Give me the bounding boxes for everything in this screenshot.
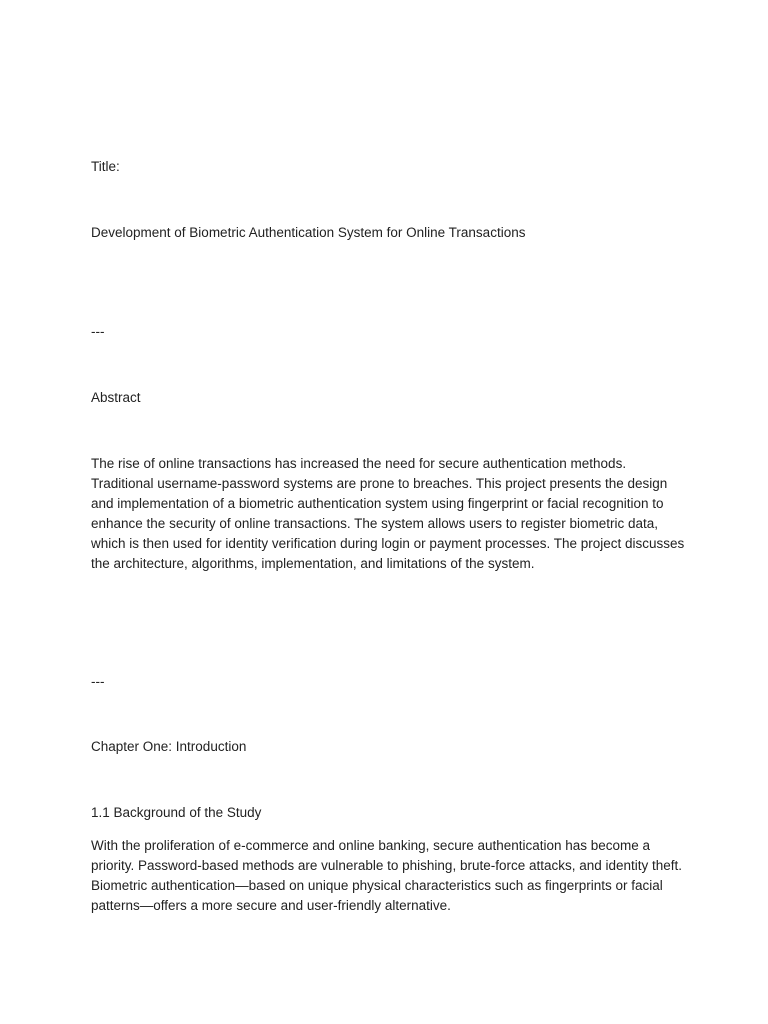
section-heading: 1.1 Background of the Study	[91, 805, 262, 820]
chapter-heading: Chapter One: Introduction	[91, 739, 247, 754]
abstract-paragraph: The rise of online transactions has increased the need for secure authentication methods. Traditional username-password systems are prone to breaches. This project presents the design and implementation of a biometric authentication system using fingerprint or facial recognition to enhance the security of online transactions. The system allows users to register biometric data, which is then used for identity verification during login or payment processes. The project discusses the architecture, algorithms, implementation, and limitations of the system.	[91, 456, 685, 571]
separator: ---	[91, 324, 105, 339]
document-title: Development of Biometric Authentication System for Online Transactions	[91, 225, 526, 240]
abstract-heading: Abstract	[91, 390, 141, 405]
separator: ---	[91, 674, 105, 689]
section-paragraph: With the proliferation of e-commerce and online banking, secure authentication has become a priority. Password-based methods are vulnerable to phishing, brute-force attacks, and identity theft. Biometric authentication—based on unique physical characteristics such as fingerprints or facial patterns—offers a more secure and user-friendly alternative.	[91, 838, 683, 913]
title-label: Title:	[91, 159, 120, 174]
